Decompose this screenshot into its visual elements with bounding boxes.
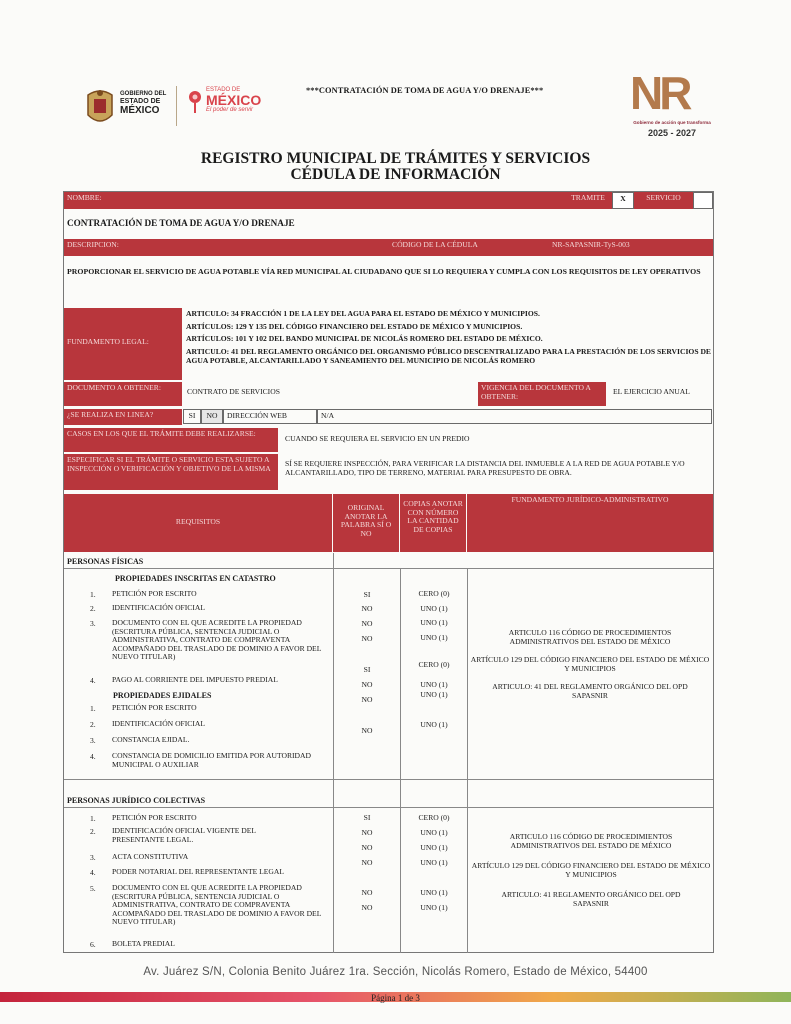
copias-value: UNO (1) [420, 720, 448, 729]
req-text: DOCUMENTO CON EL QUE ACREDITE LA PROPIEDAD (ESCRITURA PÚBLICA, SENTENCIA JUDICIAL O ADMINISTRATIVA, CONTRATO DE COMPRAVENTA ACOMPAÑADO DEL TRASLADO DE DOMINIO A FAVOR DEL NUEVO TITULAR) [112, 618, 322, 661]
req-text: PAGO AL CORRIENTE DEL IMPUESTO PREDIAL [112, 675, 278, 684]
original-value: NO [361, 604, 373, 613]
copias-value: UNO (1) [420, 680, 448, 689]
page-number: Página 1 de 3 [371, 993, 420, 1003]
web-label: DIRECCIÓN WEB [223, 409, 317, 424]
req-number: 6. [90, 940, 96, 949]
descripcion-value: PROPORCIONAR EL SERVICIO DE AGUA POTABLE VÍA RED MUNICIPAL AL CIUDADANO QUE SI LO REQUIERA Y CUMPLA CON LOS REQUISITOS DE LEY OPERATIVOS [67, 267, 701, 276]
mor-fundamento [470, 833, 712, 908]
morales-label: PERSONAS JURÍDICO COLECTIVAS [67, 796, 206, 805]
nr-letters: NR [630, 67, 689, 119]
mex-tag: El poder de servir [206, 107, 254, 113]
fundamento-text: ARTÍCULO 129 DEL CÓDIGO FINANCIERO DEL ESTADO DE MÉXICO Y MUNICIPIOS [471, 861, 711, 879]
req-number: 1. [90, 814, 96, 823]
documento-value: CONTRATO DE SERVICIOS [187, 387, 280, 396]
nr-years: 2025 - 2027 [647, 128, 697, 138]
req-number: 1. [90, 704, 96, 713]
original-value: NO [361, 903, 373, 912]
fundamento-text: ARTICULO 116 CÓDIGO DE PROCEDIMIENTOS ADMINISTRATIVOS DEL ESTADO DE MÉXICO [508, 628, 672, 646]
req-text: DOCUMENTO CON EL QUE ACREDITE LA PROPIEDAD (ESCRITURA PÚBLICA, SENTENCIA JUDICIAL O ADMINISTRATIVA, CONTRATO DE COMPRAVENTA ACOMPAÑADO DEL TRASLADO DE DOMINIO A FAVOR DEL NUEVO TITULAR) [112, 883, 322, 926]
fis-fundamento [470, 629, 710, 700]
req-number: 2. [90, 720, 96, 729]
copias-value: CERO (0) [418, 589, 450, 598]
document-label: ***CONTRATACIÓN DE TOMA DE AGUA Y/O DRENAJE*** [306, 86, 544, 95]
copias-value: UNO (1) [420, 604, 448, 613]
mexico-logo [186, 85, 276, 125]
header-original: ORIGINAL ANOTAR LA PALABRA SÍ O NO [333, 494, 399, 552]
req-text: PETICIÓN POR ESCRITO [112, 589, 197, 598]
coat-of-arms-icon [84, 87, 116, 127]
tramite-name: CONTRATACIÓN DE TOMA DE AGUA Y/O DRENAJE [67, 218, 295, 228]
ejidales-label: PROPIEDADES EJIDALES [113, 691, 212, 700]
req-number: 5. [90, 884, 96, 893]
documento-label: DOCUMENTO A OBTENER: [64, 382, 182, 406]
fundamento-label: FUNDAMENTO LEGAL: [64, 308, 182, 380]
header-copias: COPIAS ANOTAR CON NÚMERO LA CANTIDAD DE COPIAS [400, 494, 466, 552]
footer-address: Av. Juárez S/N, Colonia Benito Juárez 1ra. Sección, Nicolás Romero, Estado de México, 54400 [143, 966, 648, 978]
fundamento-list [186, 310, 712, 366]
original-value: SI [363, 590, 371, 599]
servicio-checkbox[interactable] [693, 192, 713, 209]
req-text: PETICIÓN POR ESCRITO [112, 703, 197, 712]
original-value: NO [361, 634, 373, 643]
req-text: PODER NOTARIAL DEL REPRESENTANTE LEGAL [112, 867, 285, 876]
original-value: NO [361, 858, 373, 867]
fundamento-text: ARTICULO: 41 DEL REGLAMENTO ORGÁNICO DEL OPD SAPASNIR [492, 682, 688, 700]
servicio-label: SERVICIO [634, 192, 693, 209]
copias-value: UNO (1) [420, 633, 448, 642]
gob-line3: MÉXICO [120, 105, 160, 117]
vigencia-label: VIGENCIA DEL DOCUMENTO A OBTENER: [478, 382, 606, 406]
req-number: 2. [90, 604, 96, 613]
fundamento-text: ARTÍCULO 129 DEL CÓDIGO FINANCIERO DEL ESTADO DE MÉXICO Y MUNICIPIOS [470, 655, 710, 673]
req-text: CONSTANCIA DE DOMICILIO EMITIDA POR AUTORIDAD MUNICIPAL O AUXILIAR [112, 751, 312, 769]
fundamento-item: ARTÍCULOS: 129 Y 135 DEL CÓDIGO FINANCIERO DEL ESTADO DE MÉXICO Y MUNICIPIOS. [186, 321, 523, 331]
req-text: CONSTANCIA EJIDAL. [112, 735, 190, 744]
linea-si[interactable]: SI [183, 409, 201, 424]
title-line2: CÉDULA DE INFORMACIÓN [290, 166, 501, 184]
original-value: SI [363, 813, 371, 822]
req-number: 4. [90, 676, 96, 685]
linea-label: ¿SE REALIZA EN LINEA? [64, 409, 182, 425]
tramite-checkbox[interactable]: X [612, 192, 634, 209]
casos-label: CASOS EN LOS QUE EL TRÁMITE DEBE REALIZARSE: [64, 428, 278, 452]
descripcion-label: DESCRIPCION: [64, 239, 389, 256]
fundamento-item: ARTÍCULOS: 101 Y 102 DEL BANDO MUNICIPAL DE NICOLÁS ROMERO DEL ESTADO DE MÉXICO. [186, 334, 543, 344]
header-fundamento: FUNDAMENTO JURÍDICO-ADMINISTRATIVO [467, 494, 713, 552]
req-text: ACTA CONSTITUTIVA [112, 852, 189, 861]
codigo-value: NR-SAPASNIR-TyS-003 [549, 239, 713, 256]
tramite-label: TRAMITE [564, 192, 612, 209]
fundamento-item: ARTICULO: 41 DEL REGLAMENTO ORGÁNICO DEL ORGANISMO PÚBLICO DESCENTRALIZADO PARA LA PRESTACIÓN DE LOS SERVICIOS DE AGUA POTABLE, ALCANTARILLADO Y SANEAMIENTO DEL MUNICIPIO DE NICOLÁS ROMERO [186, 347, 711, 365]
nr-logo [616, 67, 728, 146]
mexico-flower-icon [186, 89, 204, 113]
req-text: IDENTIFICACIÓN OFICIAL [112, 603, 206, 612]
req-number: 4. [90, 752, 96, 761]
linea-no[interactable]: NO [201, 409, 223, 424]
original-value: NO [361, 619, 373, 628]
copias-value: CERO (0) [418, 813, 450, 822]
original-value: NO [361, 888, 373, 897]
req-number: 1. [90, 590, 96, 599]
fundamento-item: ARTICULO: 34 FRACCIÓN 1 DE LA LEY DEL AGUA PARA EL ESTADO DE MÉXICO Y MUNICIPIOS. [186, 309, 540, 318]
fundamento-text: ARTICULO: 41 REGLAMENTO ORGÁNICO DEL OPD SAPASNIR [501, 890, 681, 908]
req-number: 3. [90, 736, 96, 745]
nr-sub: Gobierno de acción que transforma [633, 120, 711, 125]
copias-value: UNO (1) [420, 888, 448, 897]
inspeccion-label: ESPECIFICAR SI EL TRÁMITE O SERVICIO ESTA SUJETO A INSPECCIÓN O VERIFICACIÓN Y OBJETIVO DE LA MISMA [64, 454, 278, 490]
copias-value: UNO (1) [420, 618, 448, 627]
original-value: NO [361, 828, 373, 837]
original-value: NO [361, 726, 373, 735]
casos-value: CUANDO SE REQUIERA EL SERVICIO EN UN PREDIO [285, 434, 470, 443]
original-value: NO [361, 843, 373, 852]
original-value: SI [363, 665, 371, 674]
mex-big: MÉXICO [206, 92, 262, 108]
copias-value: UNO (1) [420, 843, 448, 852]
gob-line1: GOBIERNO DEL [120, 91, 167, 97]
gob-line2: ESTADO DE [120, 97, 161, 105]
title-line1: REGISTRO MUNICIPAL DE TRÁMITES Y SERVICIOS [200, 150, 591, 167]
fisicas-label: PERSONAS FÍSICAS [67, 557, 144, 566]
catastro-label: PROPIEDADES INSCRITAS EN CATASTRO [115, 574, 276, 583]
copias-value: UNO (1) [420, 828, 448, 837]
copias-value: UNO (1) [420, 858, 448, 867]
codigo-label: CÓDIGO DE LA CÉDULA [389, 239, 549, 256]
req-number: 3. [90, 853, 96, 862]
req-text: BOLETA PREDIAL [112, 939, 175, 948]
mex-small: ESTADO DE [206, 87, 241, 93]
copias-value: CERO (0) [418, 660, 450, 669]
nombre-label: NOMBRE: [64, 192, 564, 209]
req-text: PETICIÓN POR ESCRITO [112, 813, 197, 822]
req-number: 2. [90, 827, 96, 836]
req-text: IDENTIFICACIÓN OFICIAL VIGENTE DEL PRESENTANTE LEGAL. [112, 826, 256, 844]
req-number: 4. [90, 868, 96, 877]
inspeccion-value: SÍ SE REQUIERE INSPECCIÓN, PARA VERIFICAR LA DISTANCIA DEL INMUEBLE A LA RED DE AGUA POTABLE Y/O ALCANTARILLADO, TIPO DE TERRENO, MATERIAL PARA PRESUPESTO DE OBRA. [285, 459, 685, 477]
gobierno-logo [84, 85, 176, 129]
req-number: 3. [90, 619, 96, 628]
web-value: N/A [317, 409, 712, 424]
copias-value: UNO (1) [420, 690, 448, 699]
req-text: IDENTIFICACIÓN OFICIAL [112, 719, 206, 728]
vigencia-value: EL EJERCICIO ANUAL [613, 387, 690, 396]
fundamento-text: ARTICULO 116 CÓDIGO DE PROCEDIMIENTOS ADMINISTRATIVOS DEL ESTADO DE MÉXICO [509, 832, 673, 850]
original-value: NO [361, 695, 373, 704]
original-value: NO [361, 680, 373, 689]
header-requisitos: REQUISITOS [64, 494, 332, 552]
copias-value: UNO (1) [420, 903, 448, 912]
